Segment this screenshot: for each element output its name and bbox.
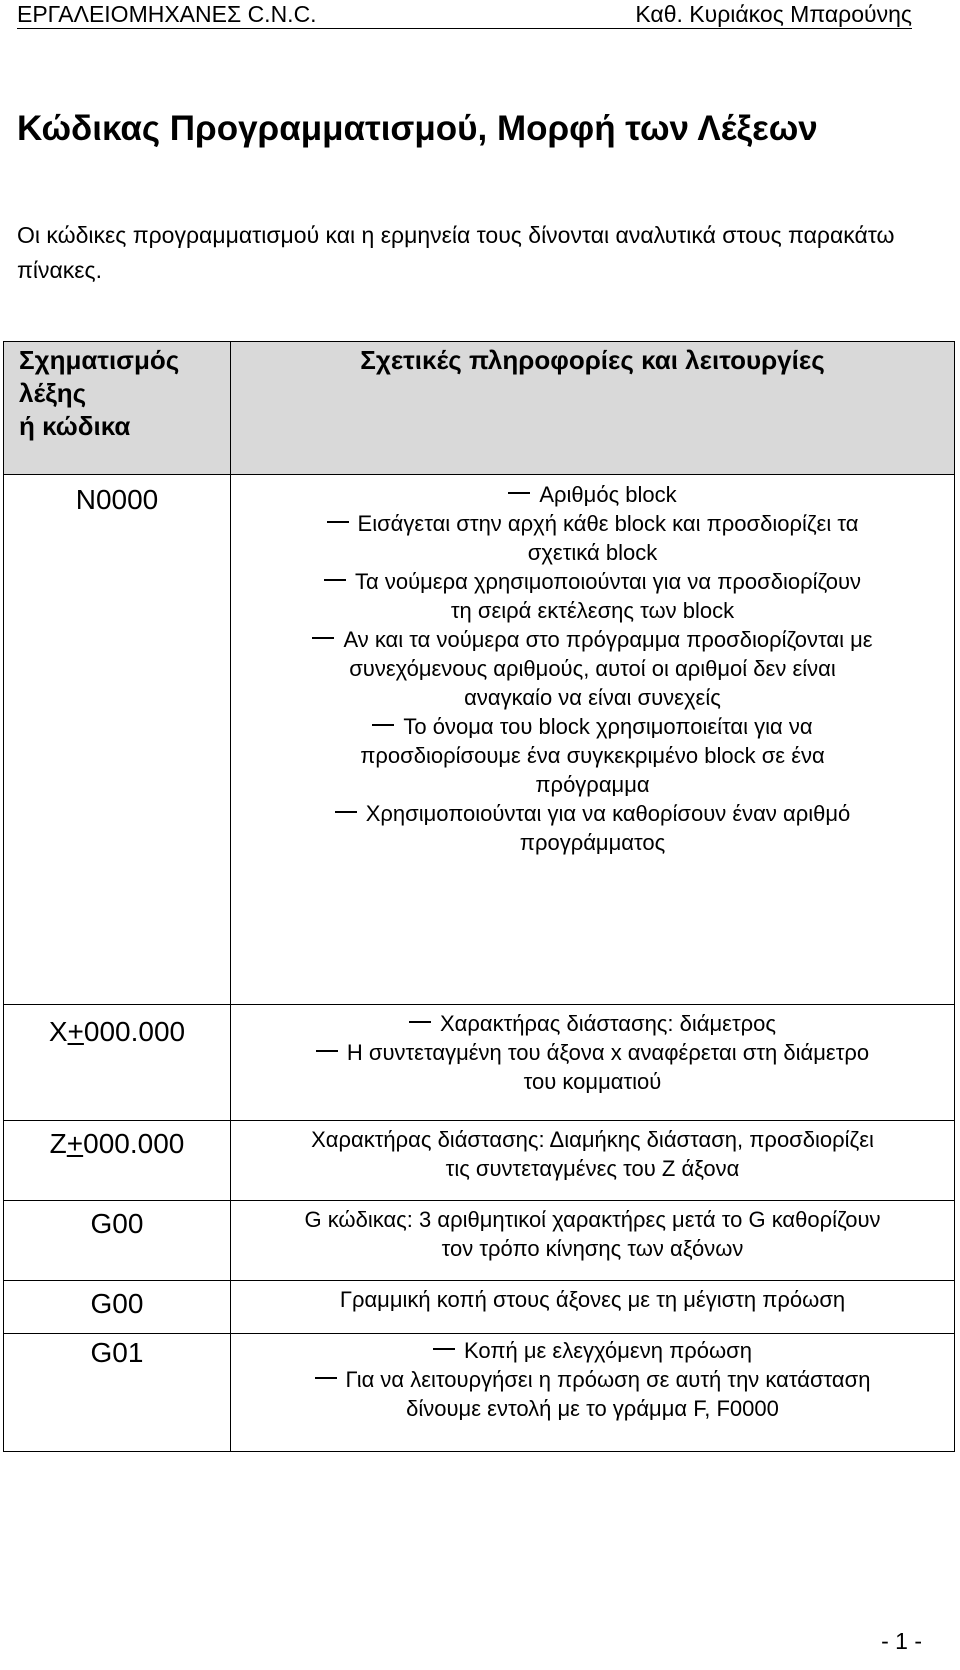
info-text: Αριθμός block bbox=[539, 482, 677, 507]
code-prefix: Z bbox=[49, 1128, 67, 1159]
info-text: πρόγραμμα bbox=[535, 772, 650, 797]
code-cell bbox=[4, 475, 231, 1005]
info-line bbox=[231, 1067, 954, 1096]
info-text: δίνουμε εντολή με το γράμμα F, F0000 bbox=[406, 1396, 779, 1421]
info-line bbox=[231, 625, 954, 654]
info-cell bbox=[231, 1281, 955, 1334]
info-line bbox=[231, 712, 954, 741]
codes-table bbox=[3, 341, 955, 1452]
code-cell bbox=[4, 1121, 231, 1201]
info-line bbox=[231, 1038, 954, 1067]
bullet-dash-icon bbox=[316, 1050, 338, 1052]
info-text: προσδιορίσουμε ένα συγκεκριμένο block σε ένα bbox=[360, 743, 825, 768]
info-text: Για να λειτουργήσει η πρόωση σε αυτή την κατάσταση bbox=[345, 1367, 871, 1392]
table-row bbox=[4, 1005, 955, 1121]
code-prefix: X bbox=[48, 1016, 68, 1047]
info-line bbox=[231, 1009, 954, 1038]
code-text: G00 bbox=[90, 1208, 144, 1239]
info-text: Χαρακτήρας διάστασης: διάμετρος bbox=[439, 1011, 777, 1036]
plus-minus-sign: + bbox=[67, 1016, 84, 1047]
bullet-dash-icon bbox=[433, 1348, 455, 1350]
header-code-line: λέξης bbox=[19, 378, 87, 408]
bullet-dash-icon bbox=[327, 521, 349, 523]
page-title: Κώδικας Προγραμματισμού, Μορφή των Λέξεων bbox=[17, 109, 818, 148]
course-title: ΕΡΓΑΛΕΙΟΜΗΧΑΝΕΣ C.N.C. bbox=[17, 1, 317, 27]
info-text: Χρησιμοποιούνται για να καθορίσουν έναν αριθμό bbox=[365, 801, 851, 826]
info-line bbox=[231, 1394, 954, 1423]
info-line bbox=[231, 1234, 954, 1263]
info-text: Τα νούμερα χρησιμοποιούνται για να προσδιορίζουν bbox=[355, 569, 861, 594]
header-code-line: Σχηματισμός bbox=[19, 345, 180, 375]
info-line bbox=[231, 1365, 954, 1394]
info-line bbox=[231, 1205, 954, 1234]
code-value: 000.000 bbox=[83, 1128, 185, 1159]
info-cell bbox=[231, 1121, 955, 1201]
bullet-dash-icon bbox=[335, 811, 357, 813]
info-text: Εισάγεται στην αρχή κάθε block και προσδιορίζει τα bbox=[357, 511, 859, 536]
code-text: G00 bbox=[90, 1288, 144, 1319]
bullet-dash-icon bbox=[312, 637, 334, 639]
plus-minus-sign: + bbox=[66, 1128, 84, 1159]
info-line bbox=[231, 799, 954, 828]
bullet-dash-icon bbox=[315, 1377, 337, 1379]
table-header-row bbox=[4, 342, 955, 475]
code-cell bbox=[4, 1201, 231, 1281]
info-cell bbox=[231, 475, 955, 1005]
code-text: N0000 bbox=[75, 484, 159, 515]
code-text: G01 bbox=[90, 1337, 144, 1368]
info-line bbox=[231, 654, 954, 683]
code-cell bbox=[4, 1005, 231, 1121]
info-text: G κώδικας: 3 αριθμητικοί χαρακτήρες μετά το G καθορίζουν bbox=[304, 1207, 881, 1232]
info-line bbox=[231, 538, 954, 567]
author-name: Καθ. Κυριάκος Μπαρούνης bbox=[635, 1, 912, 27]
info-text: Χαρακτήρας διάστασης: Διαμήκης διάσταση, προσδιορίζει bbox=[311, 1127, 874, 1152]
info-text: του κομματιού bbox=[523, 1069, 662, 1094]
bullet-dash-icon bbox=[372, 724, 394, 726]
info-text: τις συντεταγμένες του Z άξονα bbox=[445, 1156, 740, 1181]
info-text: τη σειρά εκτέλεσης των block bbox=[450, 598, 735, 623]
info-line bbox=[231, 1125, 954, 1154]
info-line bbox=[231, 1285, 954, 1314]
header-info-column: Σχετικές πληροφορίες και λειτουργίες bbox=[231, 342, 955, 475]
info-line bbox=[231, 480, 954, 509]
info-text: Κοπή με ελεγχόμενη πρόωση bbox=[463, 1338, 752, 1363]
info-text: συνεχόμενους αριθμούς, αυτοί οι αριθμοί δεν είναι bbox=[349, 656, 836, 681]
info-line bbox=[231, 596, 954, 625]
page-header bbox=[17, 0, 912, 29]
info-text: αναγκαίο να είναι συνεχείς bbox=[464, 685, 721, 710]
page-number: - 1 - bbox=[881, 1628, 922, 1654]
info-line bbox=[231, 1336, 954, 1365]
intro-paragraph: Οι κώδικες προγραμματισμού και η ερμηνεία τους δίνονται αναλυτικά στους παρακάτω πίνακες. bbox=[17, 222, 895, 283]
info-text: τον τρόπο κίνησης των αξόνων bbox=[441, 1236, 744, 1261]
info-cell bbox=[231, 1005, 955, 1121]
table-row bbox=[4, 475, 955, 1005]
info-text: Αν και τα νούμερα στο πρόγραμμα προσδιορίζονται με bbox=[343, 627, 873, 652]
info-text: Γραμμική κοπή στους άξονες με τη μέγιστη πρόωση bbox=[339, 1287, 846, 1312]
info-line bbox=[231, 509, 954, 538]
code-value: 000.000 bbox=[83, 1016, 186, 1047]
bullet-dash-icon bbox=[324, 579, 346, 581]
header-code-column bbox=[4, 342, 231, 475]
table-row bbox=[4, 1334, 955, 1452]
info-line bbox=[231, 828, 954, 857]
bullet-dash-icon bbox=[508, 492, 530, 494]
info-text: Το όνομα του block χρησιμοποιείται για να bbox=[403, 714, 813, 739]
info-line bbox=[231, 741, 954, 770]
info-text: Η συντεταγμένη του άξονα x αναφέρεται στη διάμετρο bbox=[346, 1040, 870, 1065]
table-row bbox=[4, 1121, 955, 1201]
info-text: σχετικά block bbox=[527, 540, 658, 565]
table-row bbox=[4, 1201, 955, 1281]
info-text: προγράμματος bbox=[519, 830, 666, 855]
info-cell bbox=[231, 1334, 955, 1452]
info-line bbox=[231, 567, 954, 596]
table-row bbox=[4, 1281, 955, 1334]
bullet-dash-icon bbox=[409, 1021, 431, 1023]
header-code-line: ή κώδικα bbox=[19, 411, 131, 441]
info-line bbox=[231, 770, 954, 799]
info-cell bbox=[231, 1201, 955, 1281]
info-line bbox=[231, 1154, 954, 1183]
code-cell bbox=[4, 1281, 231, 1334]
info-line bbox=[231, 683, 954, 712]
code-cell bbox=[4, 1334, 231, 1452]
